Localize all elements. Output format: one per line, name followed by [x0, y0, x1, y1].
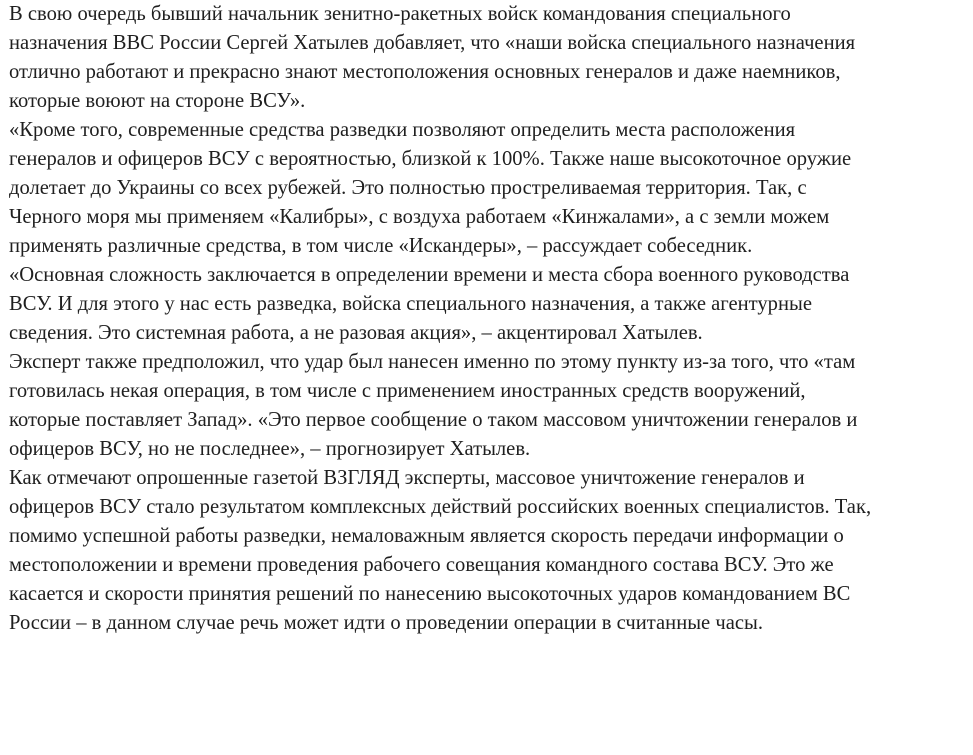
text-line: касается и скорости принятия решений по нанесению высокоточных ударов командованием ВС: [9, 583, 851, 605]
text-line: «Кроме того, современные средства разведки позволяют определить места расположения: [9, 119, 796, 141]
text-line: Эксперт также предположил, что удар был нанесен именно по этому пункту из-за того, что «там: [9, 351, 856, 373]
paragraph-4: [9, 348, 964, 464]
text-line: офицеров ВСУ, но не последнее», – прогнозирует Хатылев.: [9, 438, 531, 460]
text-line: генералов и офицеров ВСУ с вероятностью, близкой к 100%. Также наше высокоточное оружие: [9, 148, 852, 170]
text-line: В свою очередь бывший начальник зенитно-ракетных войск командования специального: [9, 3, 791, 25]
text-line: местоположении и времени проведения рабочего совещания командного состава ВСУ. Это же: [9, 554, 834, 576]
text-line: «Основная сложность заключается в определении времени и места сбора военного руководства: [9, 264, 850, 286]
paragraph-2: [9, 116, 964, 261]
text-line: долетает до Украины со всех рубежей. Это полностью простреливаемая территория. Так, с: [9, 177, 807, 199]
text-line: России – в данном случае речь может идти о проведении операции в считанные часы.: [9, 612, 763, 634]
text-line: применять различные средства, в том числе «Искандеры», – рассуждает собеседник.: [9, 235, 753, 257]
text-line: офицеров ВСУ стало результатом комплексных действий российских военных специалистов. Так,: [9, 496, 872, 518]
paragraph-1: [9, 0, 964, 116]
text-line: Как отмечают опрошенные газетой ВЗГЛЯД эксперты, массовое уничтожение генералов и: [9, 467, 805, 489]
text-line: которые поставляет Запад». «Это первое сообщение о таком массовом уничтожении генералов и: [9, 409, 858, 431]
paragraph-3: [9, 261, 964, 348]
text-line: отлично работают и прекрасно знают местоположения основных генералов и даже наемников,: [9, 61, 841, 83]
text-line: назначения ВВС России Сергей Хатылев добавляет, что «наши войска специального назначения: [9, 32, 856, 54]
text-line: готовилась некая операция, в том числе с применением иностранных средств вооружений,: [9, 380, 806, 402]
text-line: ВСУ. И для этого у нас есть разведка, войска специального назначения, а также агентурные: [9, 293, 812, 315]
text-line: Черного моря мы применяем «Калибры», с воздуха работаем «Кинжалами», а с земли можем: [9, 206, 830, 228]
text-line: которые воюют на стороне ВСУ».: [9, 90, 306, 112]
text-line: помимо успешной работы разведки, немаловажным является скорость передачи информации о: [9, 525, 844, 547]
text-line: сведения. Это системная работа, а не разовая акция», – акцентировал Хатылев.: [9, 322, 703, 344]
paragraph-5: [9, 464, 964, 638]
